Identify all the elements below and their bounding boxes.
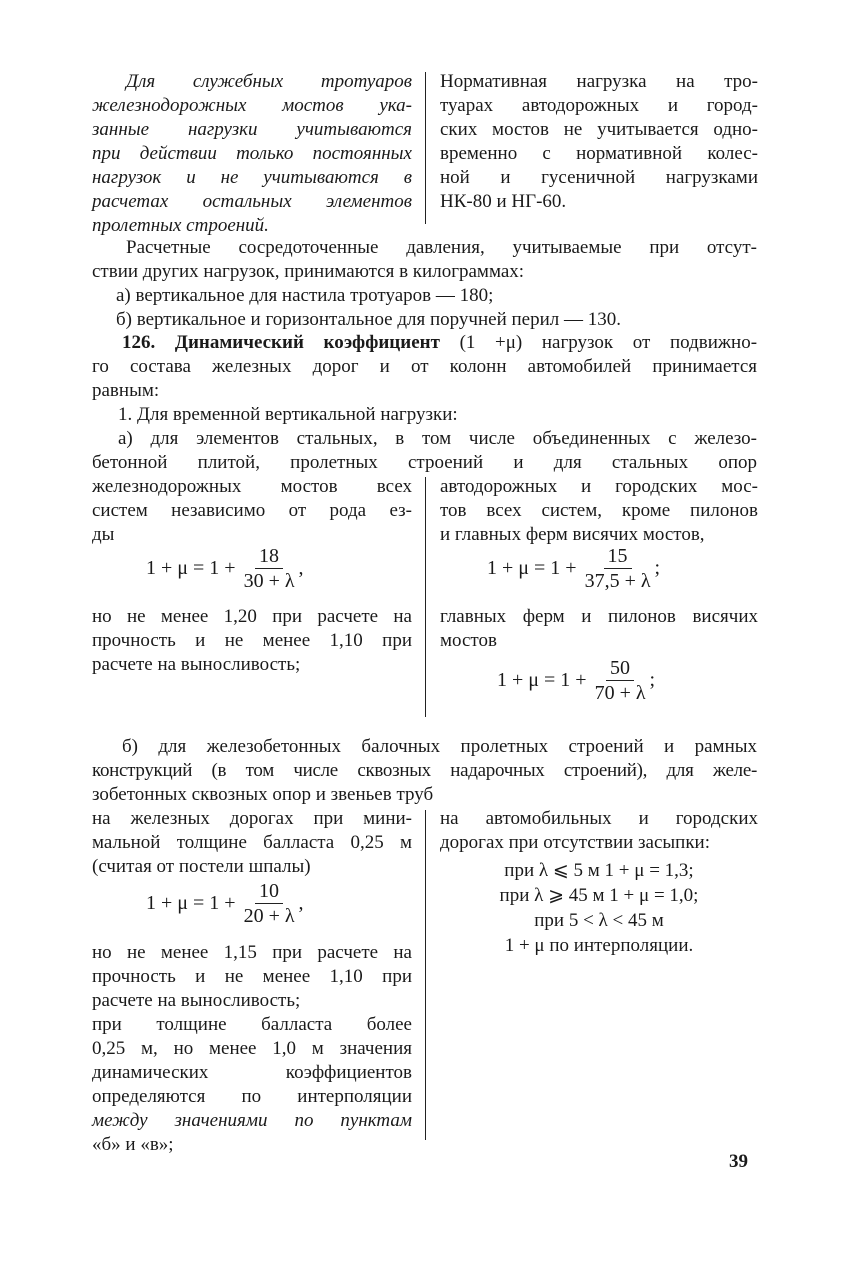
text-line: ной и гусеничной нагрузками xyxy=(440,167,758,188)
condition-line: при 5 < λ < 45 м xyxy=(534,910,664,931)
condition-line: при λ ⩾ 45 м 1 + μ = 1,0; xyxy=(499,885,699,906)
text-line: на железных дорогах при мини- xyxy=(92,808,412,829)
mid-left-after xyxy=(92,605,412,677)
text-line: (считая от постели шпалы) xyxy=(92,856,311,877)
text-line: занные нагрузки учитываются xyxy=(92,119,412,140)
bottom-left-column xyxy=(92,807,412,879)
section-b xyxy=(92,735,757,807)
text-line: а) для элементов стальных, в том числе объединенных с железо- xyxy=(118,428,757,449)
mid-right-column xyxy=(440,475,758,547)
formula-lhs: 1 + μ = 1 + xyxy=(146,892,236,914)
text-line: нагрузок и не учитываются в xyxy=(92,167,412,188)
text-line: Нормативная нагрузка на тро- xyxy=(440,71,758,92)
formula-lhs: 1 + μ = 1 + xyxy=(146,557,236,579)
text-line: мостов xyxy=(440,630,497,651)
list-item: а) вертикальное для настила тротуаров — 180; xyxy=(116,285,494,306)
text-line: ды xyxy=(92,524,115,545)
formula-punct: , xyxy=(298,557,304,579)
fraction-numerator: 50 xyxy=(606,657,634,681)
text-line: конструкций (в том числе сквозных надарочных строений), для желе- xyxy=(92,760,757,781)
fraction-denominator: 70 + λ xyxy=(594,682,646,704)
formula-punct: ; xyxy=(649,669,656,691)
fraction xyxy=(581,545,655,592)
text-line: ствии других нагрузок, принимаются в килограммах: xyxy=(92,261,525,282)
text-line: железнодорожных мостов всех xyxy=(92,476,412,497)
text-line: на автомобильных и городских xyxy=(440,808,758,829)
text-line: и главных ферм висячих мостов, xyxy=(440,524,705,545)
formula-punct: ; xyxy=(654,557,661,579)
list-item: б) вертикальное и горизонтальное для поручней перил — 130. xyxy=(116,309,621,330)
section-number: 126. xyxy=(122,332,156,353)
text-line: тов всех систем, кроме пилонов xyxy=(440,500,758,521)
text-line: прочность и не менее 1,10 при xyxy=(92,630,412,651)
formula-rail-steel xyxy=(146,545,304,592)
fraction xyxy=(240,880,299,927)
bottom-right-column xyxy=(440,807,758,855)
column-divider xyxy=(425,810,426,1140)
text-line: Расчетные сосредоточенные давления, учитываемые при отсут- xyxy=(126,237,757,258)
text-line: б) для железобетонных балочных пролетных строений и рамных xyxy=(122,736,757,757)
formula-rc-rail xyxy=(146,880,304,927)
text-line: расчете на выносливость; xyxy=(92,654,301,675)
formula-road-steel xyxy=(487,545,660,592)
section-heading: Динамический коэффициент xyxy=(174,332,440,353)
text-line: при действии только постоянных xyxy=(92,143,412,164)
text-line: зобетонных сквозных опор и звеньев труб xyxy=(92,784,434,805)
formula-punct: , xyxy=(298,892,304,914)
page-number: 39 xyxy=(729,1151,748,1172)
mid-right-after xyxy=(440,605,758,653)
text-line: туарах автодорожных и город- xyxy=(440,95,758,116)
conditions-list xyxy=(440,858,758,958)
text-line: автодорожных и городских мос- xyxy=(440,476,758,497)
fraction-numerator: 18 xyxy=(255,545,283,569)
text-line: ских мостов не учитывается одно- xyxy=(440,119,758,140)
text-line: главных ферм и пилонов висячих xyxy=(440,606,758,627)
text-line: временно с нормативной колес- xyxy=(440,143,758,164)
text-line: равным: xyxy=(92,380,160,401)
formula-suspension xyxy=(497,657,655,704)
text-line: при толщине балласта более xyxy=(92,1014,412,1035)
fraction-numerator: 15 xyxy=(604,545,632,569)
top-left-column xyxy=(92,70,412,238)
text-line: определяются по интерполяции xyxy=(92,1086,412,1107)
text-line: мальной толщине балласта 0,25 м xyxy=(92,832,412,853)
fraction xyxy=(591,657,650,704)
condition-line: при λ ⩽ 5 м 1 + μ = 1,3; xyxy=(504,860,694,881)
text-line: но не менее 1,15 при расчете на xyxy=(92,942,412,963)
section-heading-line xyxy=(92,331,757,355)
text-line: но не менее 1,20 при расчете на xyxy=(92,606,412,627)
text-line: систем независимо от рода ез- xyxy=(92,500,412,521)
text-line: расчете на выносливость; xyxy=(92,990,301,1011)
text-line: расчетах остальных элементов xyxy=(92,191,412,212)
bottom-left-after xyxy=(92,941,412,1157)
column-divider xyxy=(425,72,426,224)
condition-line: 1 + μ по интерполяции. xyxy=(504,935,694,956)
formula-lhs: 1 + μ = 1 + xyxy=(487,557,577,579)
fraction-numerator: 10 xyxy=(255,880,283,904)
text-fragment: (1 +μ) нагрузок от подвижно- xyxy=(459,332,758,353)
column-divider xyxy=(425,477,426,717)
subheading: 1. Для временной вертикальной нагрузки: xyxy=(118,404,458,425)
fraction-denominator: 30 + λ xyxy=(243,570,295,592)
text-line: между значениями по пунктам xyxy=(92,1110,412,1131)
text-line: дорогах при отсутствии засыпки: xyxy=(440,832,711,853)
text-line: го состава железных дорог и от колонн автомобилей принимается xyxy=(92,356,757,377)
text-line: НК-80 и НГ-60. xyxy=(440,191,567,212)
fraction-denominator: 37,5 + λ xyxy=(584,570,651,592)
text-line: железнодорожных мостов ука- xyxy=(92,95,412,116)
text-line: 0,25 м, но менее 1,0 м значения xyxy=(92,1038,412,1059)
text-line: Для служебных тротуаров xyxy=(126,71,412,92)
section-126 xyxy=(92,331,757,475)
formula-lhs: 1 + μ = 1 + xyxy=(497,669,587,691)
mid-left-column xyxy=(92,475,412,547)
fraction-denominator: 20 + λ xyxy=(243,905,295,927)
pressures-paragraph xyxy=(92,236,757,332)
text-line: бетонной плитой, пролетных строений и для стальных опор xyxy=(92,452,757,473)
text-line: «б» и «в»; xyxy=(92,1134,174,1155)
text-line: пролетных строений. xyxy=(92,215,269,236)
fraction xyxy=(240,545,299,592)
text-line: прочность и не менее 1,10 при xyxy=(92,966,412,987)
top-right-column xyxy=(440,70,758,214)
text-line: динамических коэффициентов xyxy=(92,1062,412,1083)
